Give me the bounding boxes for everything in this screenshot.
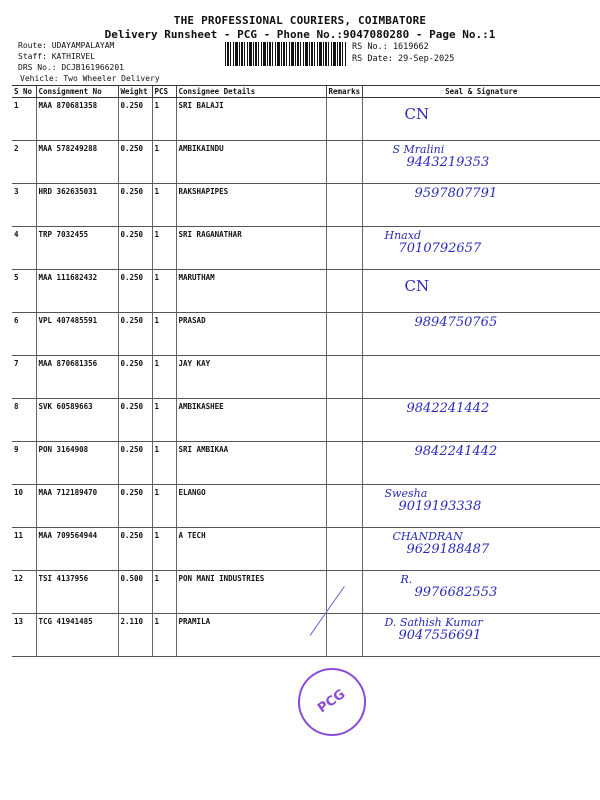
table-row — [12, 528, 600, 571]
col-header-weight: Weight — [118, 86, 152, 98]
signature-phone: 9629188487 — [406, 542, 490, 557]
signature-name: R. — [400, 573, 413, 586]
row-signature — [362, 356, 600, 399]
table-row — [12, 442, 600, 485]
row-consignee: AMBIKASHEE — [176, 399, 326, 442]
row-consignee: SRI BALAJI — [176, 98, 326, 141]
row-pcs: 1 — [152, 227, 176, 270]
row-consignment-no: MAA 712189470 — [36, 485, 118, 528]
table-row — [12, 313, 600, 356]
row-consignee: ELANGO — [176, 485, 326, 528]
table-row — [12, 571, 600, 614]
row-signature — [362, 184, 600, 227]
signature-name: D. Sathish Kumar — [384, 616, 483, 629]
signature-phone: 9894750765 — [414, 315, 498, 330]
row-weight: 0.250 — [118, 528, 152, 571]
row-signature — [362, 141, 600, 184]
row-pcs: 1 — [152, 270, 176, 313]
handwritten-signature — [401, 445, 599, 459]
row-sno: 5 — [12, 270, 36, 313]
row-remarks — [326, 442, 362, 485]
row-sno: 3 — [12, 184, 36, 227]
row-signature — [362, 571, 600, 614]
signature-name: S Mralini — [392, 143, 445, 156]
row-pcs: 1 — [152, 98, 176, 141]
row-sno: 8 — [12, 399, 36, 442]
row-pcs: 1 — [152, 528, 176, 571]
row-pcs: 1 — [152, 399, 176, 442]
row-weight: 0.250 — [118, 227, 152, 270]
row-consignee: PRASAD — [176, 313, 326, 356]
signature-cn: CN — [404, 105, 430, 123]
row-weight: 0.250 — [118, 485, 152, 528]
col-header-sno: S No — [12, 86, 36, 98]
row-signature — [362, 98, 600, 141]
row-signature — [362, 442, 600, 485]
drs-number: DRS No.: DCJB161966201 — [18, 63, 124, 72]
row-consignee: JAY KAY — [176, 356, 326, 399]
row-consignment-no: MAA 709564944 — [36, 528, 118, 571]
row-consignment-no: MAA 870681356 — [36, 356, 118, 399]
row-pcs: 1 — [152, 571, 176, 614]
row-pcs: 1 — [152, 356, 176, 399]
row-consignee: RAKSHAPIPES — [176, 184, 326, 227]
signature-name: CHANDRAN — [392, 530, 463, 543]
barcode-icon — [225, 42, 347, 66]
signature-phone: 9842241442 — [414, 444, 498, 459]
row-weight: 2.110 — [118, 614, 152, 657]
table-row — [12, 184, 600, 227]
company-title: THE PROFESSIONAL COURIERS, COIMBATORE — [173, 14, 427, 27]
signature-cn: CN — [404, 277, 430, 295]
signature-name: Hnaxd — [384, 229, 421, 242]
row-signature — [362, 485, 600, 528]
row-sno: 10 — [12, 485, 36, 528]
table-header-row — [12, 86, 600, 98]
row-remarks — [326, 614, 362, 657]
col-header-consignee: Consignee Details — [176, 86, 326, 98]
row-sno: 2 — [12, 141, 36, 184]
signature-phone: 9976682553 — [414, 585, 498, 600]
col-header-remarks: Remarks — [326, 86, 362, 98]
row-consignee: SRI AMBIKAA — [176, 442, 326, 485]
row-sno: 13 — [12, 614, 36, 657]
row-signature — [362, 227, 600, 270]
handwritten-signature — [393, 144, 599, 170]
row-remarks — [326, 485, 362, 528]
runsheet-subtitle: Delivery Runsheet - PCG - Phone No.:9047080280 - Page No.:1 — [104, 28, 496, 41]
row-remarks — [326, 270, 362, 313]
table-row — [12, 399, 600, 442]
row-weight: 0.500 — [118, 571, 152, 614]
row-signature — [362, 528, 600, 571]
col-header-signature: Seal & Signature — [362, 86, 600, 98]
row-remarks — [326, 571, 362, 614]
row-consignment-no: TSI 4137956 — [36, 571, 118, 614]
handwritten-signature — [393, 402, 599, 416]
row-sno: 11 — [12, 528, 36, 571]
row-remarks — [326, 356, 362, 399]
row-weight: 0.250 — [118, 356, 152, 399]
row-consignment-no: VPL 407485591 — [36, 313, 118, 356]
table-row — [12, 485, 600, 528]
row-consignee: AMBIKAINDU — [176, 141, 326, 184]
row-consignment-no: TCG 41941485 — [36, 614, 118, 657]
row-weight: 0.250 — [118, 399, 152, 442]
row-pcs: 1 — [152, 485, 176, 528]
handwritten-signature — [385, 617, 599, 643]
row-consignee: PRAMILA — [176, 614, 326, 657]
row-weight: 0.250 — [118, 442, 152, 485]
table-row — [12, 98, 600, 141]
row-pcs: 1 — [152, 141, 176, 184]
row-remarks — [326, 184, 362, 227]
signature-phone: 9597807791 — [414, 186, 498, 201]
table-row — [12, 614, 600, 657]
handwritten-signature — [393, 531, 599, 557]
row-consignment-no: PON 3164908 — [36, 442, 118, 485]
row-pcs: 1 — [152, 184, 176, 227]
row-remarks — [326, 313, 362, 356]
row-consignment-no: MAA 578249288 — [36, 141, 118, 184]
handwritten-signature — [401, 316, 599, 330]
row-pcs: 1 — [152, 614, 176, 657]
row-weight: 0.250 — [118, 270, 152, 313]
row-consignment-no: SVK 60589663 — [36, 399, 118, 442]
col-header-pcs: PCS — [152, 86, 176, 98]
rs-number: RS No.: 1619662 — [352, 42, 429, 52]
table-row — [12, 227, 600, 270]
handwritten-signature — [385, 230, 599, 256]
col-header-consignment: Consignment No — [36, 86, 118, 98]
row-consignment-no: TRP 7032455 — [36, 227, 118, 270]
vehicle-label: Vehicle: Two Wheeler Delivery — [20, 74, 160, 83]
signature-phone: 9047556691 — [398, 628, 482, 643]
row-remarks — [326, 141, 362, 184]
row-signature — [362, 399, 600, 442]
row-remarks — [326, 98, 362, 141]
signature-phone: 9443219353 — [406, 155, 490, 170]
consignment-table — [12, 85, 600, 657]
row-consignee: MARUTHAM — [176, 270, 326, 313]
row-pcs: 1 — [152, 442, 176, 485]
handwritten-signature — [401, 574, 599, 600]
handwritten-signature — [385, 488, 599, 514]
signature-phone: 7010792657 — [398, 241, 482, 256]
row-sno: 12 — [12, 571, 36, 614]
row-weight: 0.250 — [118, 313, 152, 356]
rs-date: RS Date: 29-Sep-2025 — [352, 54, 455, 64]
row-remarks — [326, 227, 362, 270]
handwritten-signature — [401, 187, 599, 201]
row-consignee: A TECH — [176, 528, 326, 571]
row-remarks — [326, 528, 362, 571]
signature-name: Swesha — [384, 487, 428, 500]
row-weight: 0.250 — [118, 98, 152, 141]
row-signature — [362, 313, 600, 356]
row-sno: 1 — [12, 98, 36, 141]
route-label: Route: UDAYAMPALAYAM — [18, 41, 115, 50]
row-consignment-no: MAA 870681358 — [36, 98, 118, 141]
staff-label: Staff: KATHIRVEL — [18, 52, 96, 61]
row-weight: 0.250 — [118, 184, 152, 227]
row-consignee: PON MANI INDUSTRIES — [176, 571, 326, 614]
row-pcs: 1 — [152, 313, 176, 356]
row-sno: 6 — [12, 313, 36, 356]
row-consignment-no: HRD 362635031 — [36, 184, 118, 227]
signature-phone: 9842241442 — [406, 401, 490, 416]
row-weight: 0.250 — [118, 141, 152, 184]
pcg-stamp: PCG — [285, 655, 380, 750]
row-signature — [362, 270, 600, 313]
table-row — [12, 356, 600, 399]
row-sno: 9 — [12, 442, 36, 485]
row-consignee: SRI RAGANATHAR — [176, 227, 326, 270]
row-remarks — [326, 399, 362, 442]
signature-phone: 9019193338 — [398, 499, 482, 514]
row-signature — [362, 614, 600, 657]
row-sno: 7 — [12, 356, 36, 399]
table-row — [12, 270, 600, 313]
table-row — [12, 141, 600, 184]
row-consignment-no: MAA 111682432 — [36, 270, 118, 313]
row-sno: 4 — [12, 227, 36, 270]
